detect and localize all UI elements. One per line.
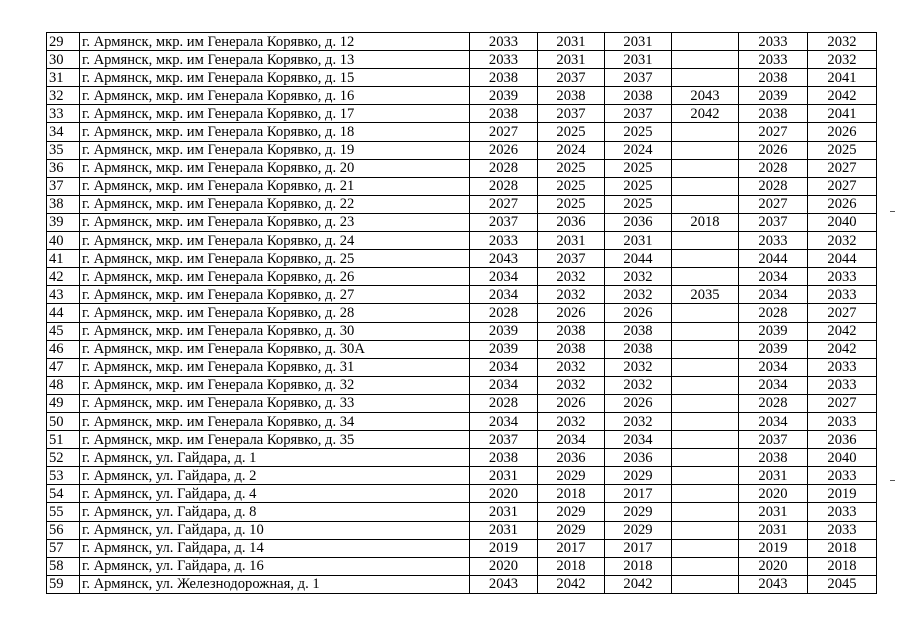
row-number-cell: 50	[47, 412, 80, 430]
year-cell-6: 2033	[808, 467, 877, 485]
year-cell-6: 2033	[808, 412, 877, 430]
year-cell-2: 2032	[538, 412, 605, 430]
year-cell-4: 2035	[672, 286, 739, 304]
year-cell-5: 2039	[739, 322, 808, 340]
address-cell: г. Армянск, мкр. им Генерала Корявко, д. 31	[80, 358, 470, 376]
row-number-cell: 59	[47, 575, 80, 593]
year-cell-6: 2027	[808, 177, 877, 195]
year-cell-5: 2033	[739, 51, 808, 69]
row-number-cell: 42	[47, 268, 80, 286]
table-row	[47, 268, 877, 286]
year-cell-1: 2033	[470, 232, 538, 250]
table-body	[47, 33, 877, 594]
address-cell: г. Армянск, мкр. им Генерала Корявко, д. 32	[80, 376, 470, 394]
address-cell: г. Армянск, мкр. им Генерала Корявко, д. 22	[80, 195, 470, 213]
year-cell-2: 2029	[538, 521, 605, 539]
year-cell-4	[672, 449, 739, 467]
year-cell-1: 2031	[470, 503, 538, 521]
year-cell-3: 2017	[605, 485, 672, 503]
year-cell-1: 2039	[470, 340, 538, 358]
year-cell-5: 2031	[739, 503, 808, 521]
address-cell: г. Армянск, ул. Гайдара, д. 1	[80, 449, 470, 467]
year-cell-5: 2039	[739, 340, 808, 358]
year-cell-6: 2033	[808, 521, 877, 539]
year-cell-3: 2017	[605, 539, 672, 557]
row-number-cell: 52	[47, 449, 80, 467]
year-cell-3: 2031	[605, 232, 672, 250]
year-cell-2: 2024	[538, 141, 605, 159]
year-cell-1: 2031	[470, 467, 538, 485]
year-cell-2: 2036	[538, 449, 605, 467]
year-cell-2: 2031	[538, 33, 605, 51]
year-cell-1: 2026	[470, 141, 538, 159]
table-row	[47, 51, 877, 69]
year-cell-6: 2032	[808, 33, 877, 51]
year-cell-5: 2044	[739, 250, 808, 268]
year-cell-4	[672, 394, 739, 412]
year-cell-2: 2037	[538, 105, 605, 123]
table-row	[47, 250, 877, 268]
year-cell-1: 2028	[470, 159, 538, 177]
year-cell-4	[672, 521, 739, 539]
year-cell-3: 2024	[605, 141, 672, 159]
scan-edge-mark	[890, 211, 895, 212]
year-cell-3: 2029	[605, 521, 672, 539]
table-row	[47, 557, 877, 575]
year-cell-5: 2027	[739, 195, 808, 213]
year-cell-3: 2032	[605, 358, 672, 376]
year-cell-5: 2033	[739, 232, 808, 250]
table-row	[47, 213, 877, 231]
year-cell-2: 2034	[538, 431, 605, 449]
year-cell-6: 2033	[808, 376, 877, 394]
year-cell-1: 2034	[470, 358, 538, 376]
year-cell-1: 2028	[470, 177, 538, 195]
table-row	[47, 177, 877, 195]
year-cell-4	[672, 485, 739, 503]
year-cell-4	[672, 340, 739, 358]
year-cell-6: 2042	[808, 322, 877, 340]
address-cell: г. Армянск, мкр. им Генерала Корявко, д. 28	[80, 304, 470, 322]
year-cell-3: 2025	[605, 123, 672, 141]
row-number-cell: 49	[47, 394, 80, 412]
row-number-cell: 37	[47, 177, 80, 195]
table-row	[47, 503, 877, 521]
year-cell-1: 2034	[470, 286, 538, 304]
address-cell: г. Армянск, ул. Железнодорожная, д. 1	[80, 575, 470, 593]
year-cell-3: 2032	[605, 376, 672, 394]
year-cell-2: 2018	[538, 557, 605, 575]
document-page	[46, 32, 876, 594]
row-number-cell: 45	[47, 322, 80, 340]
year-cell-3: 2018	[605, 557, 672, 575]
year-cell-1: 2020	[470, 557, 538, 575]
table-row	[47, 431, 877, 449]
address-cell: г. Армянск, ул. Гайдара, д. 16	[80, 557, 470, 575]
row-number-cell: 46	[47, 340, 80, 358]
year-cell-3: 2025	[605, 177, 672, 195]
row-number-cell: 48	[47, 376, 80, 394]
table-row	[47, 394, 877, 412]
year-cell-4	[672, 322, 739, 340]
year-cell-3: 2037	[605, 105, 672, 123]
year-cell-6: 2026	[808, 123, 877, 141]
year-cell-5: 2038	[739, 69, 808, 87]
row-number-cell: 39	[47, 213, 80, 231]
row-number-cell: 34	[47, 123, 80, 141]
year-cell-5: 2039	[739, 87, 808, 105]
year-cell-3: 2042	[605, 575, 672, 593]
address-cell: г. Армянск, мкр. им Генерала Корявко, д. 12	[80, 33, 470, 51]
table-row	[47, 87, 877, 105]
year-cell-6: 2027	[808, 394, 877, 412]
year-cell-6: 2040	[808, 449, 877, 467]
year-cell-4	[672, 412, 739, 430]
year-cell-2: 2029	[538, 467, 605, 485]
year-cell-3: 2026	[605, 394, 672, 412]
year-cell-5: 2020	[739, 485, 808, 503]
year-cell-3: 2025	[605, 195, 672, 213]
year-cell-4	[672, 268, 739, 286]
housing-repair-schedule-table	[46, 32, 877, 594]
address-cell: г. Армянск, ул. Гайдара, д. 4	[80, 485, 470, 503]
year-cell-2: 2018	[538, 485, 605, 503]
year-cell-4	[672, 304, 739, 322]
year-cell-1: 2043	[470, 575, 538, 593]
year-cell-5: 2028	[739, 159, 808, 177]
year-cell-1: 2034	[470, 412, 538, 430]
year-cell-6: 2018	[808, 539, 877, 557]
year-cell-3: 2038	[605, 340, 672, 358]
row-number-cell: 35	[47, 141, 80, 159]
year-cell-2: 2038	[538, 322, 605, 340]
year-cell-4	[672, 575, 739, 593]
year-cell-3: 2026	[605, 304, 672, 322]
address-cell: г. Армянск, мкр. им Генерала Корявко, д. 35	[80, 431, 470, 449]
year-cell-4	[672, 123, 739, 141]
table-row	[47, 376, 877, 394]
year-cell-4	[672, 503, 739, 521]
address-cell: г. Армянск, мкр. им Генерала Корявко, д. 27	[80, 286, 470, 304]
year-cell-6: 2042	[808, 87, 877, 105]
row-number-cell: 51	[47, 431, 80, 449]
row-number-cell: 43	[47, 286, 80, 304]
year-cell-1: 2028	[470, 394, 538, 412]
row-number-cell: 55	[47, 503, 80, 521]
address-cell: г. Армянск, мкр. им Генерала Корявко, д. 13	[80, 51, 470, 69]
year-cell-2: 2025	[538, 159, 605, 177]
year-cell-1: 2038	[470, 449, 538, 467]
year-cell-2: 2036	[538, 213, 605, 231]
year-cell-1: 2033	[470, 33, 538, 51]
year-cell-3: 2032	[605, 412, 672, 430]
table-row	[47, 412, 877, 430]
year-cell-6: 2040	[808, 213, 877, 231]
year-cell-1: 2027	[470, 195, 538, 213]
year-cell-6: 2027	[808, 159, 877, 177]
table-row	[47, 467, 877, 485]
table-row	[47, 485, 877, 503]
address-cell: г. Армянск, мкр. им Генерала Корявко, д. 17	[80, 105, 470, 123]
year-cell-3: 2031	[605, 51, 672, 69]
table-row	[47, 340, 877, 358]
year-cell-3: 2038	[605, 322, 672, 340]
year-cell-1: 2020	[470, 485, 538, 503]
year-cell-6: 2032	[808, 232, 877, 250]
year-cell-2: 2031	[538, 232, 605, 250]
year-cell-4	[672, 177, 739, 195]
year-cell-1: 2038	[470, 105, 538, 123]
table-row	[47, 105, 877, 123]
year-cell-3: 2029	[605, 467, 672, 485]
year-cell-5: 2031	[739, 467, 808, 485]
year-cell-2: 2025	[538, 177, 605, 195]
address-cell: г. Армянск, мкр. им Генерала Корявко, д. 34	[80, 412, 470, 430]
year-cell-6: 2027	[808, 304, 877, 322]
year-cell-1: 2037	[470, 213, 538, 231]
table-row	[47, 575, 877, 593]
year-cell-6: 2041	[808, 105, 877, 123]
year-cell-5: 2027	[739, 123, 808, 141]
year-cell-2: 2026	[538, 304, 605, 322]
year-cell-5: 2038	[739, 105, 808, 123]
year-cell-4	[672, 467, 739, 485]
row-number-cell: 32	[47, 87, 80, 105]
year-cell-5: 2043	[739, 575, 808, 593]
year-cell-3: 2031	[605, 33, 672, 51]
year-cell-4	[672, 358, 739, 376]
year-cell-4	[672, 232, 739, 250]
table-row	[47, 141, 877, 159]
year-cell-6: 2033	[808, 286, 877, 304]
year-cell-6: 2033	[808, 358, 877, 376]
year-cell-3: 2036	[605, 449, 672, 467]
address-cell: г. Армянск, мкр. им Генерала Корявко, д. 21	[80, 177, 470, 195]
address-cell: г. Армянск, ул. Гайдара, д. 10	[80, 521, 470, 539]
year-cell-5: 2037	[739, 431, 808, 449]
year-cell-2: 2042	[538, 575, 605, 593]
year-cell-5: 2028	[739, 177, 808, 195]
year-cell-5: 2020	[739, 557, 808, 575]
year-cell-6: 2032	[808, 51, 877, 69]
table-row	[47, 69, 877, 87]
year-cell-4	[672, 557, 739, 575]
year-cell-2: 2032	[538, 286, 605, 304]
address-cell: г. Армянск, мкр. им Генерала Корявко, д. 19	[80, 141, 470, 159]
row-number-cell: 41	[47, 250, 80, 268]
year-cell-2: 2032	[538, 268, 605, 286]
table-row	[47, 449, 877, 467]
year-cell-4	[672, 539, 739, 557]
year-cell-4	[672, 33, 739, 51]
year-cell-6: 2045	[808, 575, 877, 593]
year-cell-5: 2033	[739, 33, 808, 51]
row-number-cell: 53	[47, 467, 80, 485]
table-row	[47, 159, 877, 177]
year-cell-2: 2032	[538, 358, 605, 376]
year-cell-1: 2019	[470, 539, 538, 557]
year-cell-5: 2034	[739, 358, 808, 376]
year-cell-6: 2019	[808, 485, 877, 503]
year-cell-4: 2042	[672, 105, 739, 123]
year-cell-5: 2034	[739, 412, 808, 430]
year-cell-1: 2034	[470, 268, 538, 286]
address-cell: г. Армянск, мкр. им Генерала Корявко, д. 15	[80, 69, 470, 87]
year-cell-3: 2044	[605, 250, 672, 268]
year-cell-5: 2026	[739, 141, 808, 159]
year-cell-2: 2032	[538, 376, 605, 394]
year-cell-4: 2043	[672, 87, 739, 105]
year-cell-4	[672, 431, 739, 449]
row-number-cell: 38	[47, 195, 80, 213]
year-cell-2: 2038	[538, 87, 605, 105]
year-cell-3: 2038	[605, 87, 672, 105]
table-row	[47, 521, 877, 539]
address-cell: г. Армянск, мкр. им Генерала Корявко, д. 18	[80, 123, 470, 141]
row-number-cell: 56	[47, 521, 80, 539]
row-number-cell: 54	[47, 485, 80, 503]
year-cell-6: 2033	[808, 268, 877, 286]
year-cell-3: 2032	[605, 268, 672, 286]
address-cell: г. Армянск, ул. Гайдара, д. 8	[80, 503, 470, 521]
row-number-cell: 36	[47, 159, 80, 177]
table-row	[47, 304, 877, 322]
year-cell-5: 2034	[739, 376, 808, 394]
year-cell-2: 2037	[538, 250, 605, 268]
year-cell-6: 2018	[808, 557, 877, 575]
year-cell-2: 2025	[538, 195, 605, 213]
year-cell-3: 2036	[605, 213, 672, 231]
year-cell-4	[672, 51, 739, 69]
row-number-cell: 30	[47, 51, 80, 69]
table-row	[47, 33, 877, 51]
year-cell-4	[672, 69, 739, 87]
year-cell-1: 2039	[470, 322, 538, 340]
year-cell-5: 2038	[739, 449, 808, 467]
year-cell-1: 2037	[470, 431, 538, 449]
year-cell-6: 2042	[808, 340, 877, 358]
year-cell-1: 2033	[470, 51, 538, 69]
row-number-cell: 40	[47, 232, 80, 250]
row-number-cell: 58	[47, 557, 80, 575]
year-cell-4	[672, 159, 739, 177]
year-cell-2: 2031	[538, 51, 605, 69]
table-row	[47, 358, 877, 376]
row-number-cell: 33	[47, 105, 80, 123]
year-cell-6: 2041	[808, 69, 877, 87]
year-cell-6: 2044	[808, 250, 877, 268]
year-cell-5: 2028	[739, 304, 808, 322]
address-cell: г. Армянск, ул. Гайдара, д. 14	[80, 539, 470, 557]
year-cell-5: 2019	[739, 539, 808, 557]
year-cell-4: 2018	[672, 213, 739, 231]
row-number-cell: 31	[47, 69, 80, 87]
address-cell: г. Армянск, мкр. им Генерала Корявко, д. 20	[80, 159, 470, 177]
year-cell-5: 2037	[739, 213, 808, 231]
table-row	[47, 286, 877, 304]
year-cell-4	[672, 141, 739, 159]
year-cell-1: 2028	[470, 304, 538, 322]
year-cell-1: 2031	[470, 521, 538, 539]
year-cell-2: 2029	[538, 503, 605, 521]
address-cell: г. Армянск, мкр. им Генерала Корявко, д. 16	[80, 87, 470, 105]
year-cell-1: 2038	[470, 69, 538, 87]
table-row	[47, 322, 877, 340]
address-cell: г. Армянск, мкр. им Генерала Корявко, д. 26	[80, 268, 470, 286]
year-cell-6: 2026	[808, 195, 877, 213]
row-number-cell: 47	[47, 358, 80, 376]
scan-edge-mark	[890, 480, 895, 481]
table-row	[47, 232, 877, 250]
year-cell-3: 2025	[605, 159, 672, 177]
year-cell-5: 2034	[739, 286, 808, 304]
year-cell-3: 2034	[605, 431, 672, 449]
year-cell-5: 2031	[739, 521, 808, 539]
address-cell: г. Армянск, мкр. им Генерала Корявко, д. 24	[80, 232, 470, 250]
year-cell-2: 2026	[538, 394, 605, 412]
year-cell-6: 2036	[808, 431, 877, 449]
year-cell-2: 2037	[538, 69, 605, 87]
address-cell: г. Армянск, мкр. им Генерала Корявко, д. 23	[80, 213, 470, 231]
year-cell-3: 2029	[605, 503, 672, 521]
year-cell-3: 2032	[605, 286, 672, 304]
year-cell-2: 2038	[538, 340, 605, 358]
table-row	[47, 539, 877, 557]
year-cell-3: 2037	[605, 69, 672, 87]
row-number-cell: 57	[47, 539, 80, 557]
year-cell-4	[672, 376, 739, 394]
address-cell: г. Армянск, мкр. им Генерала Корявко, д. 30А	[80, 340, 470, 358]
year-cell-1: 2027	[470, 123, 538, 141]
year-cell-2: 2025	[538, 123, 605, 141]
address-cell: г. Армянск, мкр. им Генерала Корявко, д. 33	[80, 394, 470, 412]
year-cell-1: 2039	[470, 87, 538, 105]
address-cell: г. Армянск, мкр. им Генерала Корявко, д. 25	[80, 250, 470, 268]
address-cell: г. Армянск, ул. Гайдара, д. 2	[80, 467, 470, 485]
year-cell-4	[672, 250, 739, 268]
table-row	[47, 123, 877, 141]
row-number-cell: 29	[47, 33, 80, 51]
year-cell-5: 2034	[739, 268, 808, 286]
year-cell-1: 2034	[470, 376, 538, 394]
year-cell-6: 2033	[808, 503, 877, 521]
year-cell-2: 2017	[538, 539, 605, 557]
address-cell: г. Армянск, мкр. им Генерала Корявко, д. 30	[80, 322, 470, 340]
year-cell-4	[672, 195, 739, 213]
table-row	[47, 195, 877, 213]
year-cell-5: 2028	[739, 394, 808, 412]
row-number-cell: 44	[47, 304, 80, 322]
year-cell-6: 2025	[808, 141, 877, 159]
year-cell-1: 2043	[470, 250, 538, 268]
